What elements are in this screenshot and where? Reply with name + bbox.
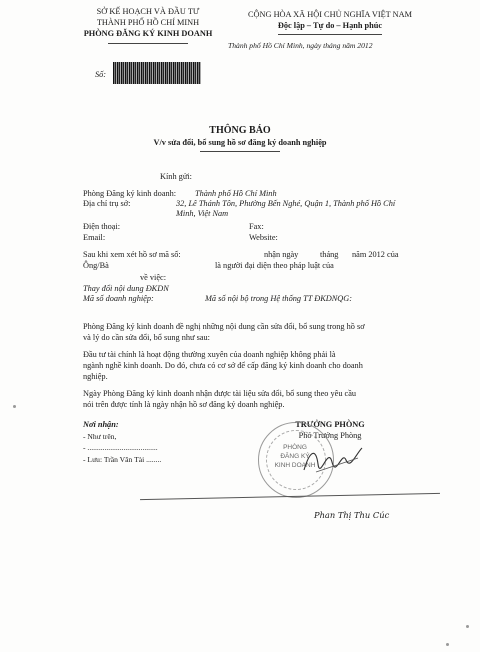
para2-line3: nghiệp. — [83, 372, 108, 381]
document-title: THÔNG BÁO — [209, 125, 271, 136]
recipient-label: Kính gửi: — [160, 172, 192, 181]
para2-line2: ngành nghề kinh doanh. Do đó, chưa có cơ sở để cấp đăng ký kinh doanh cho doanh — [83, 361, 363, 370]
recipient-item-1: - Như trên, — [83, 432, 117, 441]
scan-dot — [13, 405, 16, 408]
nation-title: CỘNG HÒA XÃ HỘI CHỦ NGHĨA VIỆT NAM — [247, 10, 413, 19]
signer-name: Phan Thị Thu Cúc — [314, 510, 390, 520]
internal-code-label: Mã số nội bộ trong Hệ thống TT ĐKDNQG: — [205, 294, 353, 303]
barcode — [113, 62, 201, 84]
stamp-line-2: ĐĂNG KÝ — [280, 453, 310, 460]
para1-line2: và lý do cần sửa đổi, bổ sung như sau: — [83, 333, 210, 342]
org-underline — [108, 43, 188, 44]
doc-number-label: Số: — [95, 70, 107, 79]
org-line-3: PHÒNG ĐĂNG KÝ KINH DOANH — [83, 29, 213, 38]
signature-role: TRƯỞNG PHÒNG — [295, 420, 365, 429]
signature-deputy: Phó Trưởng Phòng — [298, 431, 362, 440]
representative-role: là người đại diện theo pháp luật của — [215, 261, 334, 270]
recipient-item-2: - ..................................... — [83, 443, 158, 452]
handwritten-signature — [298, 440, 368, 480]
para1-line1: Phòng Đăng ký kinh doanh đề nghị những nội dung cần sửa đổi, bổ sung trong hồ sơ — [83, 322, 365, 331]
org-line-1: SỞ KẾ HOẠCH VÀ ĐẦU TƯ — [96, 7, 200, 16]
received-year-label: năm 2012 của — [352, 250, 399, 259]
website-label: Website: — [249, 233, 278, 242]
recipient-item-3: - Lưu: Trần Văn Tài ........ — [83, 455, 162, 464]
address-value-2: Minh, Việt Nam — [176, 209, 229, 218]
org-line-2: THÀNH PHỐ HỒ CHÍ MINH — [96, 18, 200, 27]
office-label: Phòng Đăng ký kinh doanh: — [83, 189, 177, 198]
recipients-label: Nơi nhận: — [83, 420, 119, 429]
email-label: Email: — [83, 233, 106, 242]
scan-dot — [446, 643, 449, 646]
phone-label: Điện thoại: — [83, 222, 121, 231]
fax-label: Fax: — [249, 222, 264, 231]
address-label: Địa chỉ trụ sở: — [83, 199, 131, 208]
motto: Độc lập – Tự do – Hạnh phúc — [277, 21, 383, 30]
place-date: Thành phố Hồ Chí Minh, ngày tháng năm 2012 — [228, 41, 373, 50]
stamp-line-1: PHÒNG — [283, 444, 307, 451]
para3-line2: nói trên được tính là ngày nhận hồ sơ đăng ký doanh nghiệp. — [83, 400, 285, 409]
regarding-label: về việc: — [140, 273, 167, 282]
para3-line1: Ngày Phòng Đăng ký kinh doanh nhận được tài liệu sửa đổi, bổ sung theo yêu cầu — [83, 389, 357, 398]
representative-label: Ông/Bà — [83, 261, 109, 270]
title-underline — [200, 151, 280, 152]
motto-underline — [278, 34, 382, 35]
para2-line1: Đầu tư tài chính là hoạt động thường xuyên của doanh nghiệp không phải là — [83, 350, 336, 359]
office-value: Thành phố Hồ Chí Minh — [195, 189, 277, 198]
address-value-1: 32, Lê Thánh Tôn, Phường Bến Nghé, Quận 1, Thành phố Hồ Chí — [176, 199, 396, 208]
review-code-label: Sau khi xem xét hồ sơ mã số: — [83, 250, 181, 259]
stamp-line-3: KINH DOANH — [274, 462, 316, 469]
received-day-label: nhận ngày — [264, 250, 299, 259]
scan-dot — [466, 625, 469, 628]
enterprise-code-label: Mã số doanh nghiệp: — [83, 294, 154, 303]
document-subtitle: V/v sửa đổi, bổ sung hồ sơ đăng ký doanh nghiệp — [153, 138, 327, 147]
received-month-label: tháng — [320, 250, 339, 259]
change-type: Thay đổi nội dung ĐKDN — [83, 284, 169, 293]
